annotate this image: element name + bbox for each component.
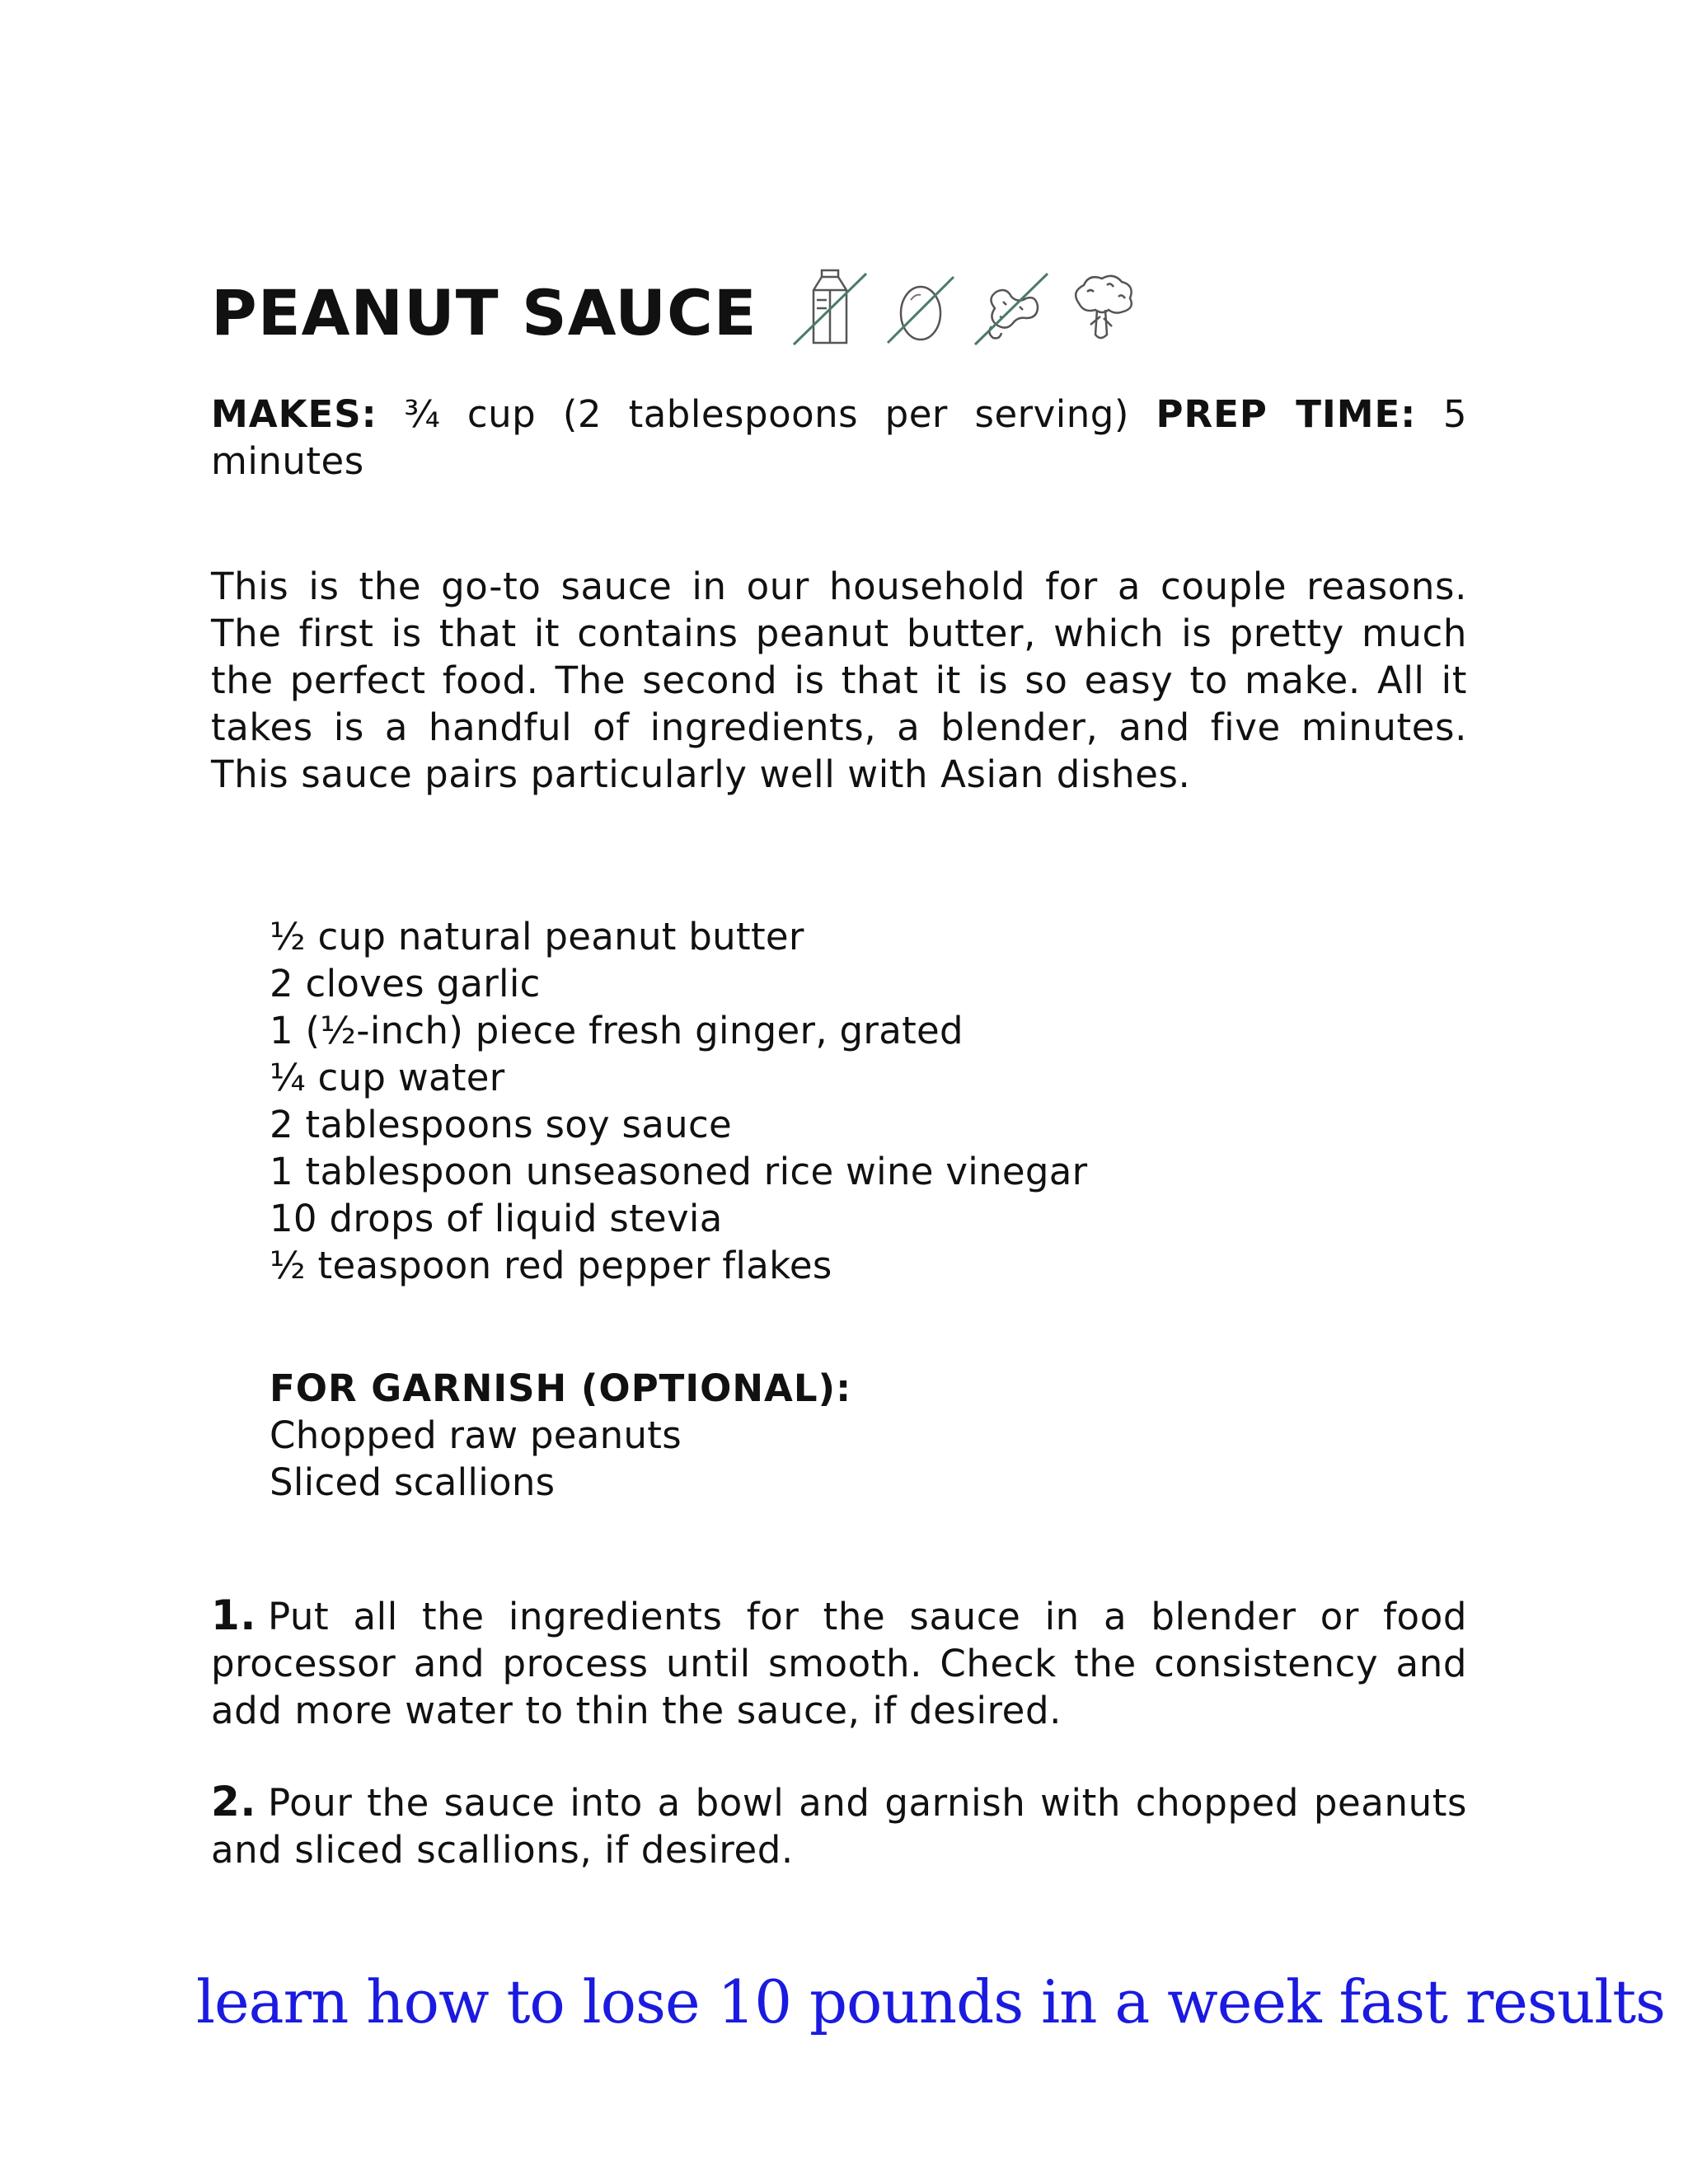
no-dairy-icon: [789, 267, 871, 349]
step-text: Put all the ingredients for the sauce in a blender or food processor and process until smooth. Check the consistency and add more water to thin the sauce, if desired.: [211, 1595, 1467, 1732]
diet-icons: [789, 267, 1143, 354]
prep-time-value: 5 minutes: [211, 392, 1467, 483]
ingredient-item: ½ teaspoon red pepper flakes: [270, 1244, 832, 1287]
no-nut-icon: [970, 267, 1053, 349]
garnish-item: Sliced scallions: [270, 1460, 556, 1504]
title-row: [211, 247, 1143, 354]
garnish-list: [270, 1412, 851, 1506]
promo-link[interactable]: learn how to lose 10 pounds in a week fast results: [196, 1967, 1666, 2036]
prep-time-label: PREP TIME:: [1156, 392, 1417, 436]
ingredient-item: 1 (½-inch) piece fresh ginger, grated: [270, 1009, 964, 1052]
recipe-intro: This is the go-to sauce in our household for a couple reasons. The first is that it contains peanut butter, which is pretty much the perfect food. The second is that it is so easy to make. All it takes is a handful of ingredients, a blender, and five minutes. This sauce pairs particularly well with Asian dishes.: [211, 565, 1467, 796]
step-2: [211, 1779, 1467, 1873]
no-egg-icon: [879, 267, 962, 349]
step-text: Pour the sauce into a bowl and garnish with chopped peanuts and sliced scallions, if desired.: [211, 1781, 1467, 1872]
step-1: [211, 1592, 1467, 1734]
ingredient-item: 2 cloves garlic: [270, 962, 541, 1005]
makes-value: ¾ cup (2 tablespoons per serving): [404, 392, 1129, 436]
yield-and-prep: [211, 391, 1467, 485]
ingredient-item: ¼ cup water: [270, 1056, 505, 1099]
ingredient-item: 1 tablespoon unseasoned rice wine vinegar: [270, 1150, 1088, 1193]
step-number: 1.: [211, 1591, 256, 1639]
vegetable-icon: [1061, 267, 1143, 349]
garnish-item: Chopped raw peanuts: [270, 1413, 682, 1457]
ingredient-item: ½ cup natural peanut butter: [270, 915, 804, 958]
ingredient-list: [270, 913, 1087, 1289]
ingredient-item: 10 drops of liquid stevia: [270, 1197, 723, 1240]
garnish-heading: FOR GARNISH (OPTIONAL):: [270, 1366, 852, 1410]
makes-label: MAKES:: [211, 392, 377, 436]
ingredient-item: 2 tablespoons soy sauce: [270, 1103, 733, 1146]
step-number: 2.: [211, 1778, 256, 1825]
recipe-title: PEANUT SAUCE: [211, 276, 757, 349]
garnish-section: [270, 1365, 851, 1506]
